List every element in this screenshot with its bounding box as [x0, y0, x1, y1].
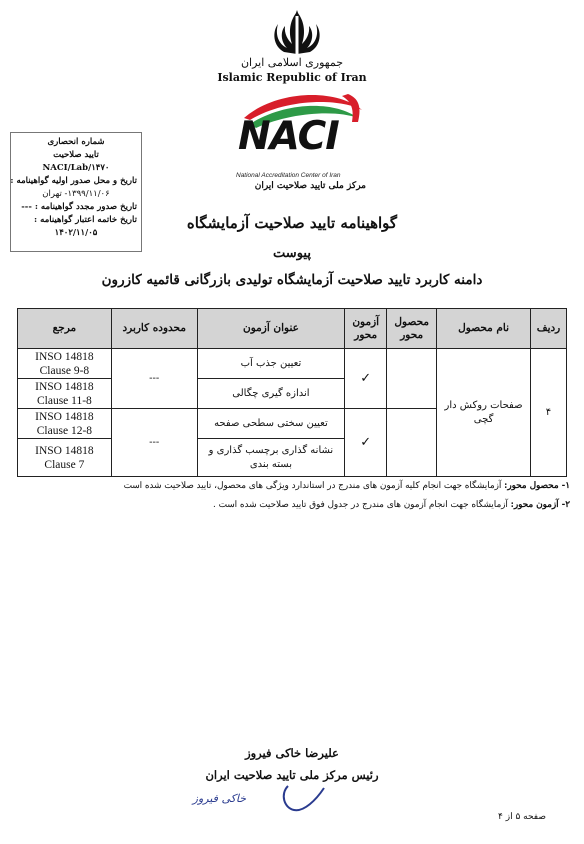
test-title-cell: تعیین سختی سطحی صفحه	[197, 409, 345, 439]
test-title-cell: اندازه گیری چگالی	[197, 379, 345, 409]
product-name-cell: صفحات روکش دار گچی	[437, 349, 531, 477]
note1-text: آزمایشگاه جهت انجام کلیه آزمون های مندرج در استاندارد ویژگی های محصول، تایید صلاحیت شده است	[123, 481, 502, 491]
product-axis-cell	[387, 349, 437, 409]
test-title-cell: تعیین جذب آب	[197, 349, 345, 379]
info-expiry-date: ۱۴۰۲/۱۱/۰۵	[54, 228, 98, 238]
info-accreditation-label: تایید صلاحیت	[53, 150, 99, 160]
scope-limit-cell: ---	[111, 409, 197, 477]
header-reference: مرجع	[18, 309, 112, 349]
republic-name-fa: جمهوری اسلامی ایران	[240, 56, 344, 69]
info-issue-date: ۱۳۹۹/۱۱/۰۶- تهران	[42, 189, 110, 199]
reference-cell: INSO 14818 Clause 7	[18, 439, 112, 477]
naci-logo	[236, 88, 366, 172]
header-test-axis: آزمون محور	[345, 309, 387, 349]
signature-icon	[192, 780, 328, 814]
test-axis-check-icon: ✓	[345, 409, 387, 477]
reference-cell: INSO 14818 Clause 11-8	[18, 379, 112, 409]
header-row-number: ردیف	[530, 309, 566, 349]
info-reissue: تاریخ صدور مجدد گواهینامه : ---	[21, 202, 137, 212]
table-row	[18, 349, 567, 379]
scope-limit-cell: ---	[111, 349, 197, 409]
certificate-title: گواهینامه تایید صلاحیت آزمایشگاه	[186, 214, 398, 232]
product-axis-cell	[387, 409, 437, 477]
note-test-axis	[10, 500, 570, 510]
row-number-cell: ۴	[530, 349, 566, 477]
signatory-name: علیرضا خاکی فیروز	[245, 746, 339, 760]
info-expiry-label: تاریخ خاتمه اعتبار گواهینامه :	[34, 215, 137, 225]
scope-table	[17, 308, 567, 477]
info-certificate-number: NACI/Lab/۱۴۷۰	[42, 163, 110, 173]
info-issue-label: تاریخ و محل صدور اولیه گواهینامه :	[10, 176, 137, 186]
republic-name-en: Islamic Republic of Iran	[217, 71, 367, 84]
note2-label: ۲- آزمون محور:	[510, 500, 570, 510]
page-number: صفحه ۵ از ۴	[498, 812, 546, 822]
test-title-cell: نشانه گذاری برچسب گذاری و بسته بندی	[197, 439, 345, 477]
logo-subtitle-en: National Accreditation Center of Iran	[236, 172, 341, 179]
reference-cell: INSO 14818 Clause 9-8	[18, 349, 112, 379]
signatory-title: رئیس مرکز ملی تایید صلاحیت ایران	[205, 768, 379, 782]
note2-text: آزمایشگاه جهت انجام آزمون های مندرج در جدول فوق تایید صلاحیت شده است .	[213, 500, 508, 510]
iran-emblem-icon	[268, 8, 326, 58]
header-scope-limit: محدوده کاربرد	[111, 309, 197, 349]
signature-handwriting: خاکی فیروز	[192, 792, 246, 805]
table-header-row	[18, 309, 567, 349]
header-test-title: عنوان آزمون	[197, 309, 345, 349]
appendix-title: پیوست	[273, 246, 311, 261]
note1-label: ۱- محصول محور:	[504, 481, 570, 491]
header-product-name: نام محصول	[437, 309, 531, 349]
info-exclusive-number-label: شماره انحصاری	[47, 137, 105, 147]
certificate-info-box	[10, 132, 142, 252]
logo-subtitle-fa: مرکز ملی تایید صلاحیت ایران	[254, 181, 366, 191]
note-product-axis	[10, 481, 570, 491]
scope-title: دامنه کاربرد تایید صلاحیت آزمایشگاه تولیدی بازرگانی قائمیه کازرون	[101, 272, 483, 288]
test-axis-check-icon: ✓	[345, 349, 387, 409]
logo-text: NACI	[238, 114, 339, 159]
reference-cell: INSO 14818 Clause 12-8	[18, 409, 112, 439]
header-product-axis: محصول محور	[387, 309, 437, 349]
